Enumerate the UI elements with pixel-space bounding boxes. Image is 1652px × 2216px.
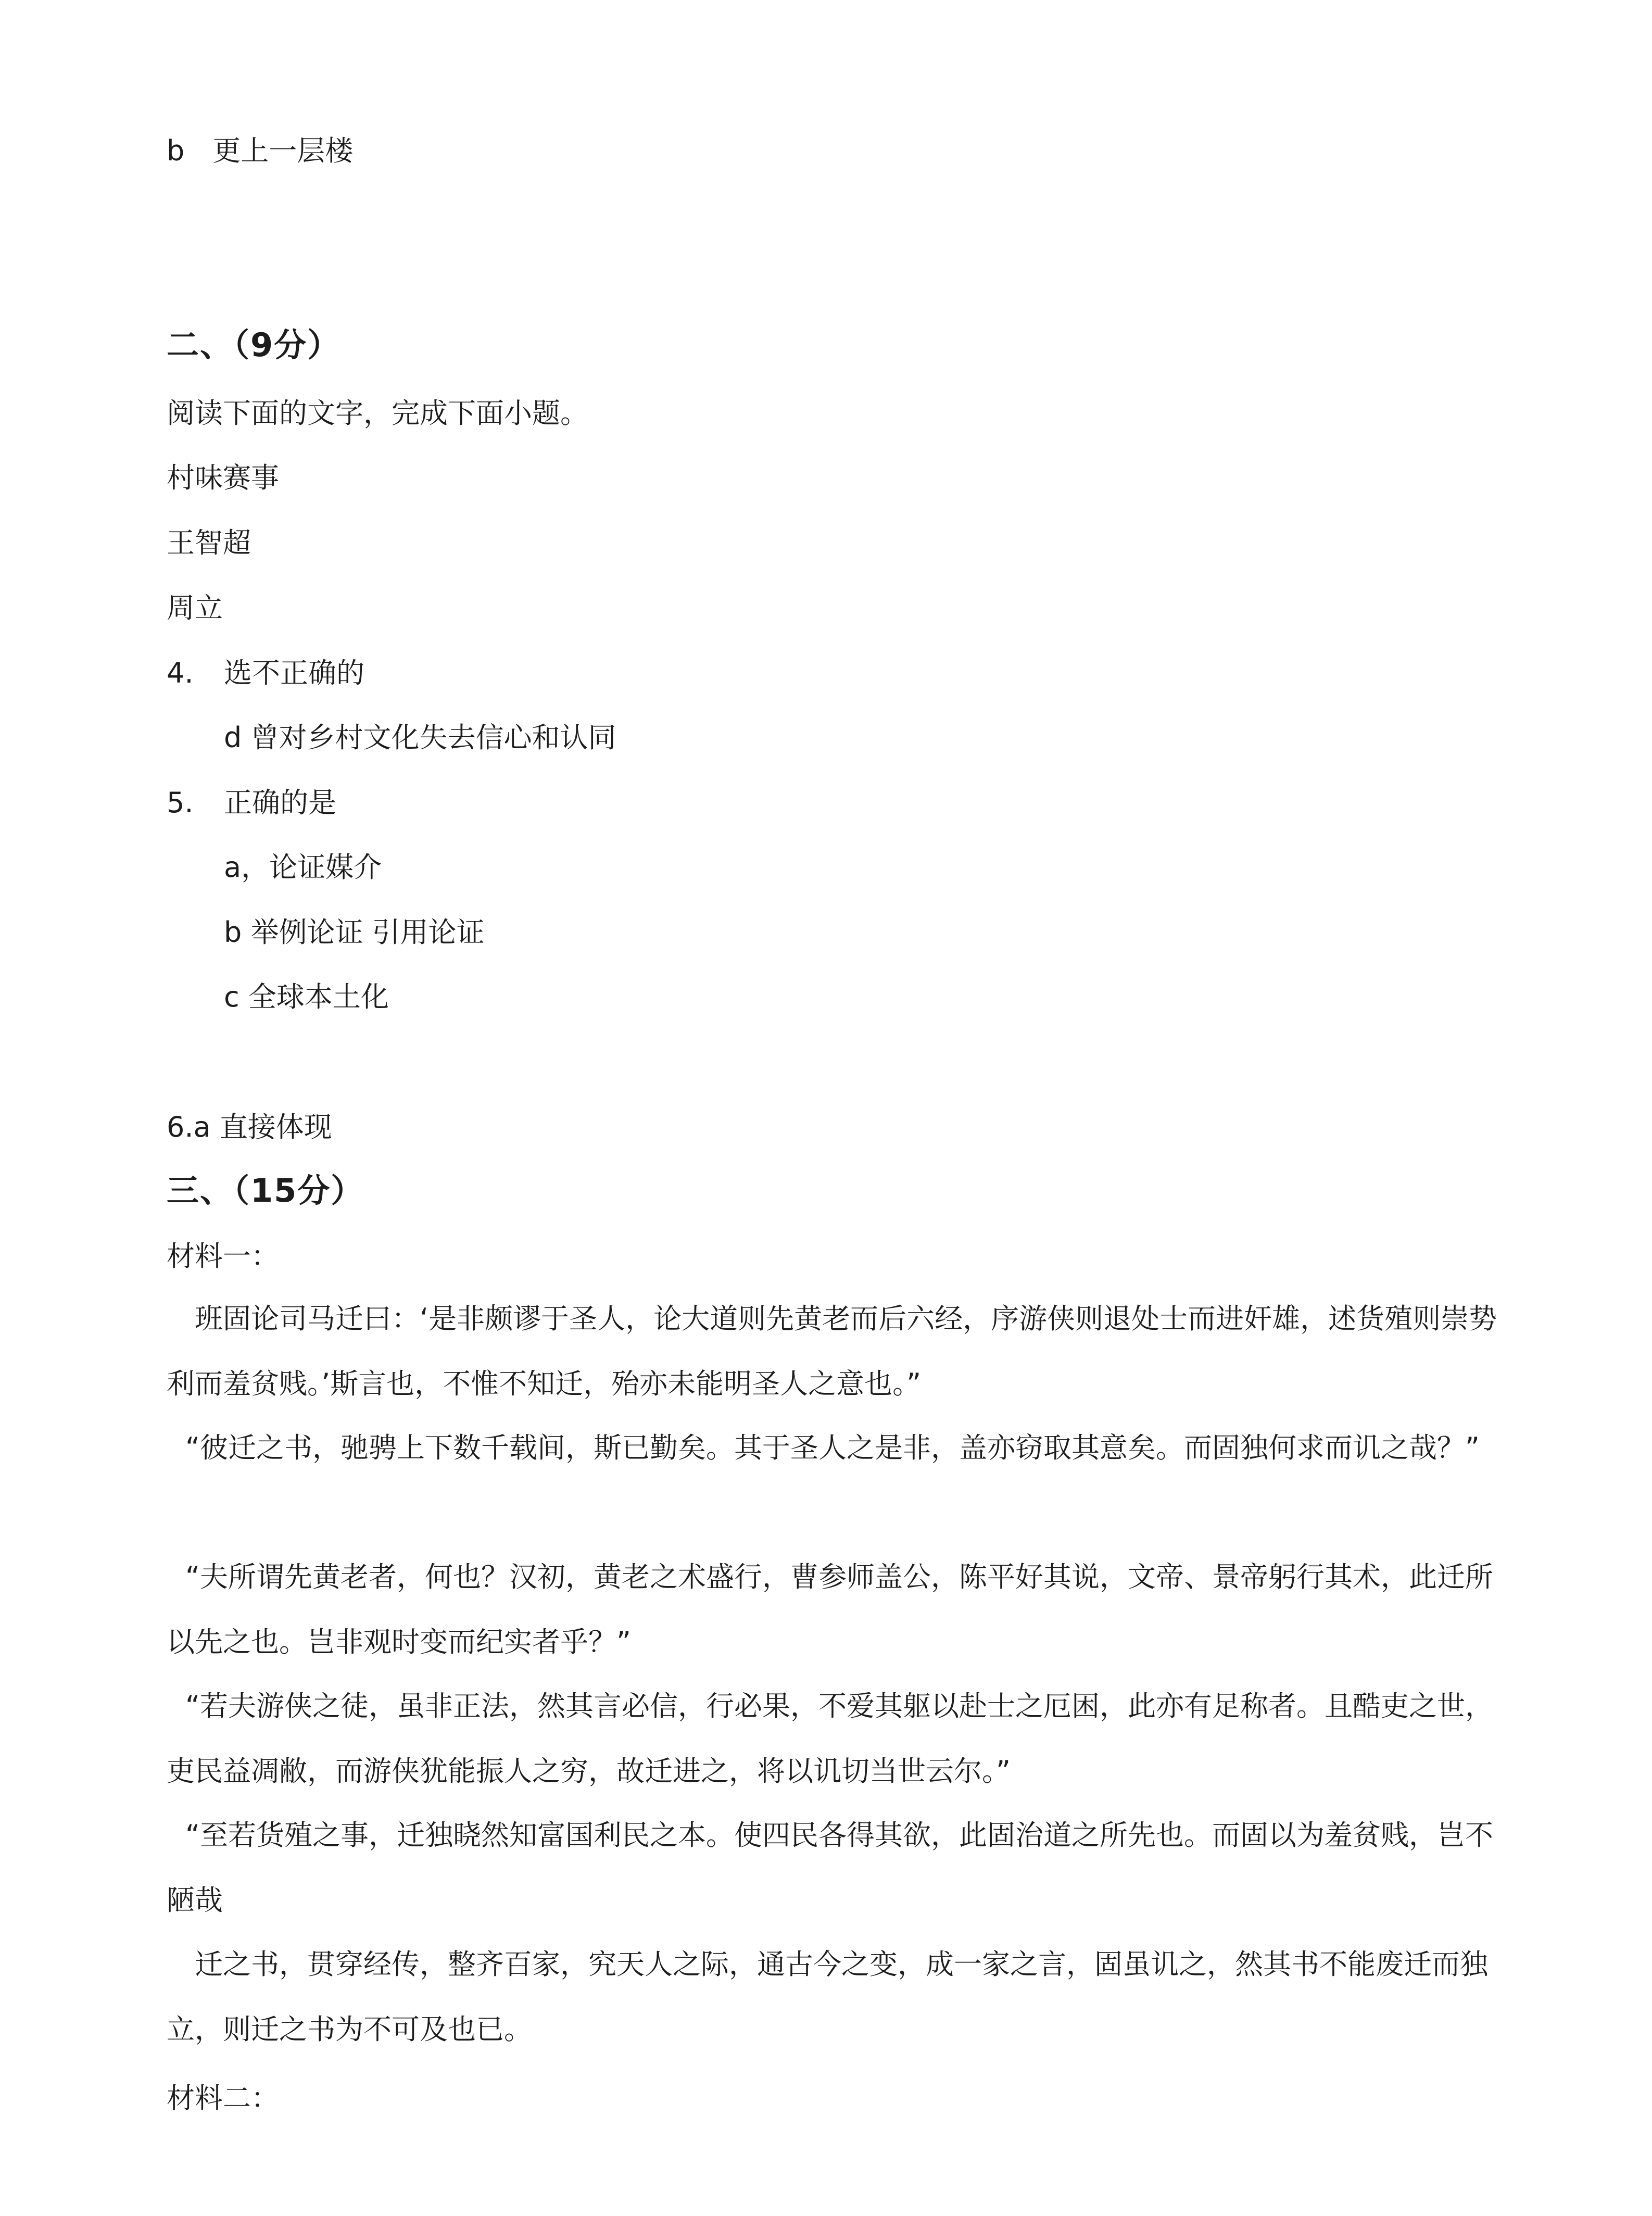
instruction-text: 阅读下面的文字，完成下面小题。	[167, 397, 588, 430]
question-5	[167, 785, 336, 821]
section-two-heading: 二、（9分）	[167, 326, 341, 364]
question-5-number: 5.	[167, 786, 194, 819]
material-one-paragraph-1: 班固论司马迁曰：‘是非颇谬于圣人，论大道则先黄老而后六经，序游侠则退处士而进奸雄，述货殖则崇势利而羞贫贱。’斯言也，不惟不知迁，殆亦未能明圣人之意也。”	[167, 1302, 1497, 1400]
question-5-option-a: a，论证媒介	[224, 851, 382, 884]
article-title: 村味赛事	[167, 461, 279, 494]
material-two-label: 材料二：	[167, 2082, 279, 2114]
question-5-option-b: b 举例论证 引用论证	[224, 916, 485, 949]
question-4-number: 4.	[167, 657, 194, 689]
material-one-paragraph-3: “夫所谓先黄老者，何也？汉初，黄老之术盛行，曹参师盖公，陈平好其说，文帝、景帝躬行其术，此迁所以先之也。岂非观时变而纪实者乎？”	[167, 1560, 1493, 1658]
question-5-text: 正确的是	[224, 786, 336, 819]
answer-line-b: b 更上一层楼	[167, 134, 354, 167]
material-one-paragraph-4: “若夫游侠之徒，虽非正法，然其言必信，行必果，不爱其躯以赴士之厄困，此亦有足称者。且酷吏之世，吏民益凋敝，而游侠犹能振人之穷，故迁进之，将以讥切当世云尔。”	[167, 1690, 1493, 1787]
question-4-option-d: d 曾对乡村文化失去信心和认同	[224, 721, 616, 754]
material-one-paragraph-6: 迁之书，贯穿经传，整齐百家，究天人之际，通古今之变，成一家之言，固虽讥之，然其书不能废迁而独立，则迁之书为不可及也已。	[167, 1948, 1488, 2046]
article-author-1: 王智超	[167, 526, 251, 559]
question-4	[167, 655, 364, 691]
section-three-heading: 三、（15分）	[167, 1172, 364, 1210]
question-6-answer: 6.a 直接体现	[167, 1111, 332, 1143]
question-4-text: 选不正确的	[224, 657, 364, 689]
material-one-paragraph-2: “彼迁之书，驰骋上下数千载间，斯已勤矣。其于圣人之是非，盖亦窃取其意矣。而固独何求而讥之哉？”	[185, 1431, 1480, 1464]
material-one-paragraph-5: “至若货殖之事，迁独晓然知富国利民之本。使四民各得其欲，此固治道之所先也。而固以为羞贫贱，岂不陋哉	[167, 1819, 1493, 1917]
article-author-2: 周立	[167, 591, 223, 624]
question-5-option-c: c 全球本土化	[224, 980, 389, 1013]
material-one-label: 材料一：	[167, 1240, 279, 1273]
